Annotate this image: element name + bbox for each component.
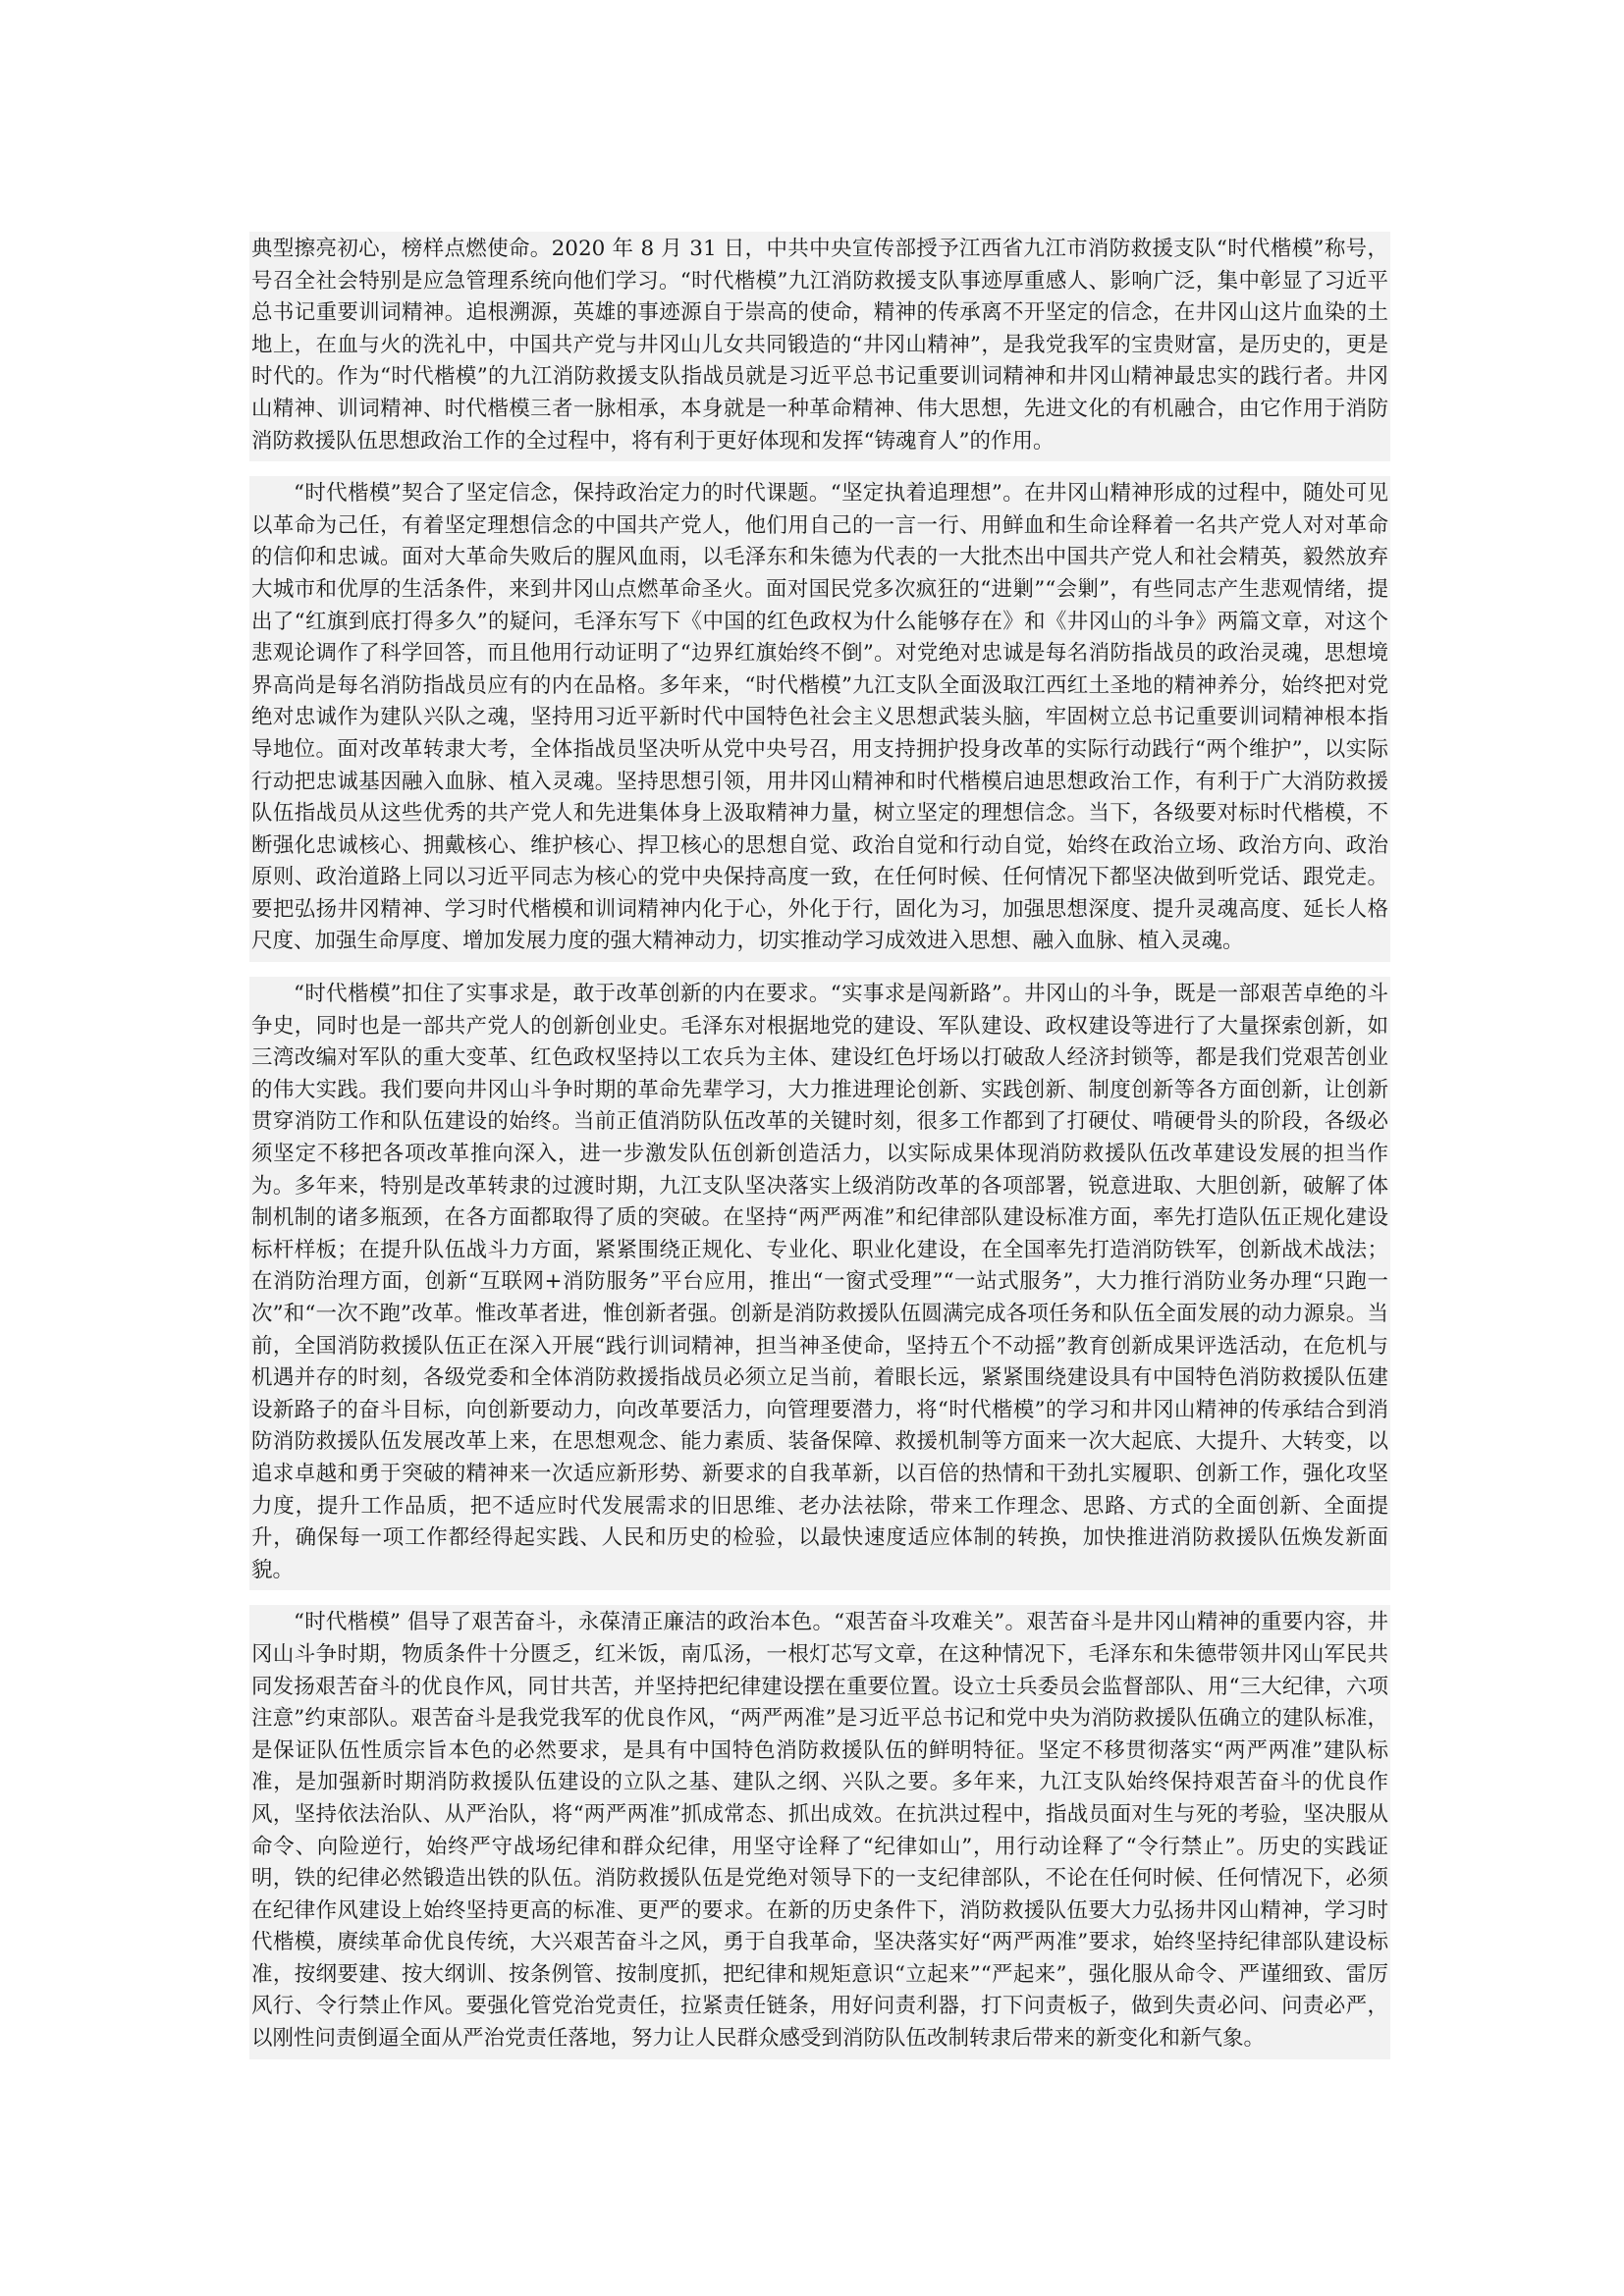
paragraph-hard-struggle: “时代楷模” 倡导了艰苦奋斗，永葆清正廉洁的政治本色。“艰苦奋斗攻难关”。艰苦奋斗是井冈山精神的重要内容，井冈山斗争时期，物质条件十分匮乏，红米饭，南瓜汤，一根灯芯写文章，在这种情况下，毛泽东和朱德带领井冈山军民共同发扬艰苦奋斗的优良作风，同甘共苦，并坚持把纪律建设摆在重要位置。设立士兵委员会监督部队、用“三大纪律，六项注意”约束部队。艰苦奋斗是我党我军的优良作风，“两严两准”是习近平总书记和党中央为消防救援队伍确立的建队标准，是保证队伍性质宗旨本色的必然要求，是具有中国特色消防救援队伍的鲜明特征。坚定不移贯彻落实“两严两准”建队标准，是加强新时期消防救援队伍建设的立队之基、建队之纲、兴队之要。多年来，九江支队始终保持艰苦奋斗的优良作风，坚持依法治队、从严治队，将“两严两准”抓成常态、抓出成效。在抗洪过程中，指战员面对生与死的考验，坚决服从命令、向险逆行，始终严守战场纪律和群众纪律，用坚守诠释了“纪律如山”，用行动诠释了“令行禁止”。历史的实践证明，铁的纪律必然锻造出铁的队伍。消防救援队伍是党绝对领导下的一支纪律部队，不论在任何时候、任何情况下，必须在纪律作风建设上始终坚持更高的标准、更严的要求。在新的历史条件下，消防救援队伍要大力弘扬井冈山精神，学习时代楷模，赓续革命优良传统，大兴艰苦奋斗之风，勇于自我革命，坚决落实好“两严两准”要求，始终坚持纪律部队建设标准，按纲要建、按大纲训、按条例管、按制度抓，把纪律和规矩意识“立起来”“严起来”，强化服从命令、严谨细致、雷厉风行、令行禁止作风。要强化管党治党责任，拉紧责任链条，用好问责利器，打下问责板子，做到失责必问、问责必严，以刚性问责倒逼全面从严治党责任落地，努力让人民群众感受到消防队伍改制转隶后带来的新变化和新气象。 <box>249 1605 1390 2058</box>
paragraph-firm-belief: “时代楷模”契合了坚定信念，保持政治定力的时代课题。“坚定执着追理想”。在井冈山精神形成的过程中，随处可见以革命为己任，有着坚定理想信念的中国共产党人，他们用自己的一言一行、用鲜血和生命诠释着一名共产党人对对革命的信仰和忠诚。面对大革命失败后的腥风血雨，以毛泽东和朱德为代表的一大批杰出中国共产党人和社会精英，毅然放弃大城市和优厚的生活条件，来到井冈山点燃革命圣火。面对国民党多次疯狂的“进剿”“会剿”，有些同志产生悲观情绪，提出了“红旗到底打得多久”的疑问，毛泽东写下《中国的红色政权为什么能够存在》和《井冈山的斗争》两篇文章，对这个悲观论调作了科学回答，而且他用行动证明了“边界红旗始终不倒”。对党绝对忠诚是每名消防指战员的政治灵魂，思想境界高尚是每名消防指战员应有的内在品格。多年来，“时代楷模”九江支队全面汲取江西红土圣地的精神养分，始终把对党绝对忠诚作为建队兴队之魂，坚持用习近平新时代中国特色社会主义思想武装头脑，牢固树立总书记重要训词精神根本指导地位。面对改革转隶大考，全体指战员坚决听从党中央号召，用支持拥护投身改革的实际行动践行“两个维护”，以实际行动把忠诚基因融入血脉、植入灵魂。坚持思想引领，用井冈山精神和时代楷模启迪思想政治工作，有利于广大消防救援队伍指战员从这些优秀的共产党人和先进集体身上汲取精神力量，树立坚定的理想信念。当下，各级要对标时代楷模，不断强化忠诚核心、拥戴核心、维护核心、捍卫核心的思想自觉、政治自觉和行动自觉，始终在政治立场、政治方向、政治原则、政治道路上同以习近平同志为核心的党中央保持高度一致，在任何时候、任何情况下都坚决做到听党话、跟党走。要把弘扬井冈精神、学习时代楷模和训词精神内化于心，外化于行，固化为习，加强思想深度、提升灵魂高度、延长人格尺度、加强生命厚度、增加发展力度的强大精神动力，切实推动学习成效进入思想、融入血脉、植入灵魂。 <box>249 476 1390 962</box>
paragraph-gap <box>249 461 1390 476</box>
paragraph-reform-innovation: “时代楷模”扣住了实事求是，敢于改革创新的内在要求。“实事求是闯新路”。井冈山的斗争，既是一部艰苦卓绝的斗争史，同时也是一部共产党人的创新创业史。毛泽东对根据地党的建设、军队建设、政权建设等进行了大量探索创新，如三湾改编对军队的重大变革、红色政权坚持以工农兵为主体、建设红色圩场以打破敌人经济封锁等，都是我们党艰苦创业的伟大实践。我们要向井冈山斗争时期的革命先辈学习，大力推进理论创新、实践创新、制度创新等各方面创新，让创新贯穿消防工作和队伍建设的始终。当前正值消防队伍改革的关键时刻，很多工作都到了打硬仗、啃硬骨头的阶段，各级必须坚定不移把各项改革推向深入，进一步激发队伍创新创造活力，以实际成果体现消防救援队伍改革建设发展的担当作为。多年来，特别是改革转隶的过渡时期，九江支队坚决落实上级消防改革的各项部署，锐意进取、大胆创新，破解了体制机制的诸多瓶颈，在各方面都取得了质的突破。在坚持“两严两准”和纪律部队建设标准方面，率先打造队伍正规化建设标杆样板；在提升队伍战斗力方面，紧紧围绕正规化、专业化、职业化建设，在全国率先打造消防铁军，创新战术战法；在消防治理方面，创新“互联网+消防服务”平台应用，推出“一窗式受理”“一站式服务”，大力推行消防业务办理“只跑一次”和“一次不跑”改革。惟改革者进，惟创新者强。创新是消防救援队伍圆满完成各项任务和队伍全面发展的动力源泉。当前，全国消防救援队伍正在深入开展“践行训词精神，担当神圣使命，坚持五个不动摇”教育创新成果评选活动，在危机与机遇并存的时刻，各级党委和全体消防救援指战员必须立足当前，着眼长远，紧紧围绕建设具有中国特色消防救援队伍建设新路子的奋斗目标，向创新要动力，向改革要活力，向管理要潜力，将“时代楷模”的学习和井冈山精神的传承结合到消防消防救援队伍发展改革上来，在思想观念、能力素质、装备保障、救援机制等方面来一次大起底、大提升、大转变，以追求卓越和勇于突破的精神来一次适应新形势、新要求的自我革新，以百倍的热情和干劲扎实履职、创新工作，强化攻坚力度，提升工作品质，把不适应时代发展需求的旧思维、老办法祛除，带来工作理念、思路、方式的全面创新、全面提升，确保每一项工作都经得起实践、人民和历史的检验，以最快速度适应体制的转换，加快推进消防救援队伍焕发新面貌。 <box>249 977 1390 1590</box>
paragraph-gap <box>249 1590 1390 1605</box>
paragraph-intro: 典型擦亮初心，榜样点燃使命。2020 年 8 月 31 日，中共中央宣传部授予江西省九江市消防救援支队“时代楷模”称号，号召全社会特别是应急管理系统向他们学习。“时代楷模”九江消防救援支队事迹厚重感人、影响广泛，集中彰显了习近平总书记重要训词精神。追根溯源，英雄的事迹源自于崇高的使命，精神的传承离不开坚定的信念，在井冈山这片血染的土地上，在血与火的洗礼中，中国共产党与井冈山儿女共同锻造的“井冈山精神”，是我党我军的宝贵财富，是历史的，更是时代的。作为“时代楷模”的九江消防救援支队指战员就是习近平总书记重要训词精神和井冈山精神最忠实的践行者。井冈山精神、训词精神、时代楷模三者一脉相承，本身就是一种革命精神、伟大思想，先进文化的有机融合，由它作用于消防消防救援队伍思想政治工作的全过程中，将有利于更好体现和发挥“铸魂育人”的作用。 <box>249 232 1390 461</box>
document-page <box>249 232 1390 2059</box>
paragraph-gap <box>249 962 1390 977</box>
